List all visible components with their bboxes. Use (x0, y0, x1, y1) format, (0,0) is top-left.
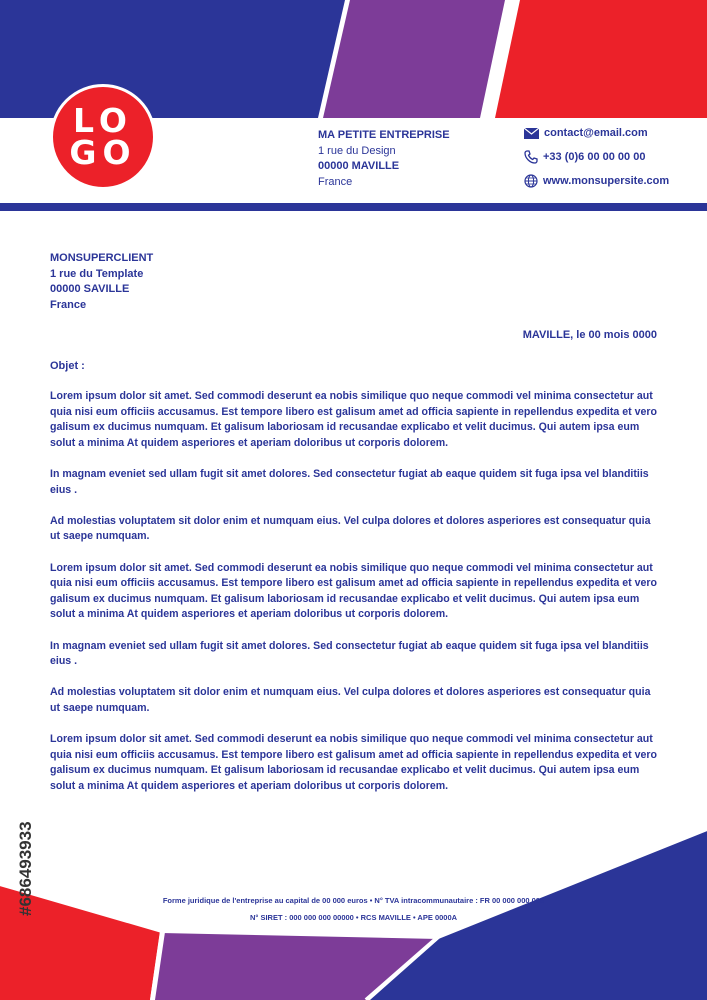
contact-phone-text: +33 (0)6 00 00 00 00 (543, 151, 646, 163)
stock-id-text: #686493933 (16, 821, 35, 916)
client-street: 1 rue du Template (50, 267, 144, 280)
logo-text (53, 101, 153, 172)
client-city: 00000 SAVILLE (50, 283, 130, 295)
contact-email[interactable] (524, 127, 648, 139)
date-line: MAVILLE, le 00 mois 0000 (522, 329, 657, 341)
company-name: MA PETITE ENTREPRISE (318, 129, 450, 141)
paragraph: Lorem ipsum dolor sit amet. Sed commodi deserunt ea nobis similique quo neque commodi vel minima consectetur aut quia nisi eum officiis accusamus. Est tempore libero est galisum amet ad officia sapiente in repellendus expedita et vero galisum ex ducimus numquam. Et galisum laboriosam id recusandae explicabo et velit ducimus. Qui autem ipsa eum solut a minima At quidem asperiores et aperiam doloribus ut corporis dolorem. (50, 561, 657, 621)
company-city: 00000 MAVILLE (318, 160, 400, 172)
contact-website-text: www.monsupersite.com (543, 175, 670, 187)
contact-email-text: contact@email.com (544, 127, 648, 139)
subject-label: Objet : (50, 360, 85, 372)
logo (50, 84, 156, 190)
globe-icon (524, 174, 538, 188)
company-street: 1 rue du Design (318, 144, 396, 157)
client-country: France (50, 298, 87, 311)
logo-line-1: LO (73, 101, 133, 140)
footer-decoration (0, 820, 707, 1000)
letter-body (50, 389, 662, 810)
paragraph: Lorem ipsum dolor sit amet. Sed commodi deserunt ea nobis similique quo neque commodi vel minima consectetur aut quia nisi eum officiis accusamus. Est tempore libero est galisum amet ad officia sapiente in repellendus expedita et vero galisum ex ducimus numquam. Et galisum laboriosam id recusandae explicabo et velit ducimus. Qui autem ipsa eum solut a minima At quidem asperiores et aperiam doloribus ut corporis dolorem. (50, 390, 657, 449)
header-purple-block (323, 0, 505, 118)
header-blue-block (0, 0, 345, 118)
client-address-block (50, 251, 153, 313)
envelope-icon (524, 128, 539, 139)
client-name: MONSUPERCLIENT (50, 252, 154, 264)
footer-legal-line-2: N° SIRET : 000 000 000 00000 • RCS MAVILLE • APE 0000A (249, 913, 458, 922)
paragraph: Ad molestias voluptatem sit dolor enim et numquam eius. Vel culpa dolores et dolores asperiores est consequatur quia ut saepe numquam. (50, 686, 651, 714)
paragraph: Lorem ipsum dolor sit amet. Sed commodi deserunt ea nobis similique quo neque commodi vel minima consectetur aut quia nisi eum officiis accusamus. Est tempore libero est galisum amet ad officia sapiente in repellendus expedita et vero galisum ex ducimus numquam. Et galisum laboriosam id recusandae explicabo et velit ducimus. Qui autem ipsa eum solut a minima At quidem asperiores et aperiam doloribus ut corporis dolorem. (50, 733, 657, 792)
paragraph: Ad molestias voluptatem sit dolor enim et numquam eius. Vel culpa dolores et dolores asperiores est consequatur quia ut saepe numquam. (50, 514, 651, 543)
paragraph: In magnam eveniet sed ullam fugit sit amet dolores. Sed consectetur fugiat ab eaque quidem sit fuga ipsa vel blanditiis eius . (50, 639, 649, 668)
company-country: France (318, 175, 353, 188)
footer-legal-line-1: Forme juridique de l'entreprise au capital de 00 000 euros • N° TVA intracommunautaire : FR 00 000 000 000 (162, 896, 545, 905)
company-address-block (318, 128, 450, 190)
logo-line-2: GO (69, 133, 137, 172)
contact-phone[interactable] (524, 150, 645, 164)
header-divider-bar (0, 203, 707, 211)
stock-id-watermark (10, 756, 38, 916)
paragraph: In magnam eveniet sed ullam fugit sit amet dolores. Sed consectetur fugiat ab eaque quidem sit fuga ipsa vel blanditiis eius . (50, 467, 649, 496)
phone-icon (524, 150, 538, 164)
contact-website[interactable] (524, 174, 669, 188)
header-red-block (495, 0, 707, 118)
